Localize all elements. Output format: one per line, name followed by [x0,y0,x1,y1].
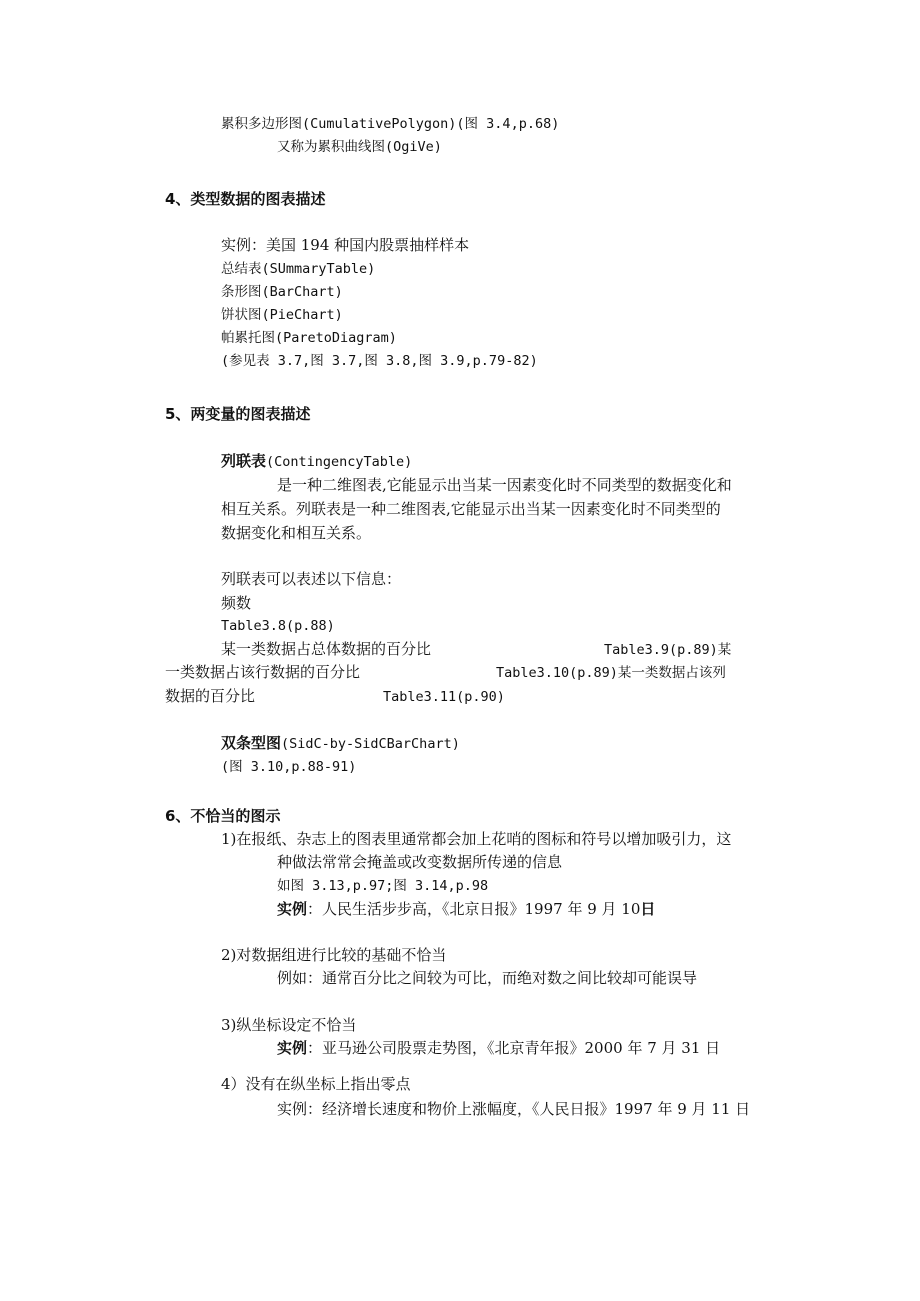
section-4-refs: (参见表 3.7,图 3.7,图 3.8,图 3.9,p.79-82) [221,353,538,369]
item-1-example-label: 实例 [277,900,308,918]
percent-col-text: 数据的百分比 [165,687,256,705]
contingency-info-intro: 列联表可以表述以下信息： [221,570,402,588]
item-1-example-text: ：人民生活步步高，《北京日报》1997 年 9 月 10 [307,900,641,918]
item-3-example [277,1038,720,1058]
contingency-para-line-1: 是一种二维图表,它能显示出当某一因素变化时不同类型的数据变化和 [277,476,732,494]
cumulative-polygon-line: 累积多边形图(CumulativePolygon)(图 3.4,p.68) [221,116,560,132]
item-1-ref: 如图 3.13,p.97;图 3.14,p.98 [277,878,489,894]
pie-chart-line: 饼状图(PieChart) [221,307,343,323]
side-by-side-label: 双条型图 [221,734,282,752]
item-2-text: 例如：通常百分比之间较为可比，而绝对数之间比较却可能误导 [277,969,698,987]
contingency-table-en: (ContingencyTable) [266,454,413,470]
item-1-example-day: 日 [640,900,656,918]
contingency-table-title [221,451,412,472]
section-4-example: 实例：美国 194 种国内股票抽样样本 [221,236,470,254]
summary-table-line: 总结表(SUmmaryTable) [221,261,376,277]
contingency-para-line-2: 相互关系。列联表是一种二维图表,它能显示出当某一因素变化时不同类型的 [221,500,721,518]
item-3-example-text: ：亚马逊公司股票走势图，《北京青年报》2000 年 7 月 31 日 [307,1039,721,1057]
side-by-side-en: (SidC-by-SidCBarChart) [281,736,460,752]
section-4-heading: 4、类型数据的图表描述 [165,190,326,208]
item-3-example-label: 实例 [277,1039,308,1057]
ogive-line: 又称为累积曲线图(OgiVe) [277,139,442,155]
table-3-9-ref: Table3.9(p.89)某 [604,642,732,658]
item-2-title: 2)对数据组进行比较的基础不恰当 [221,946,447,964]
item-4-text: 实例：经济增长速度和物价上涨幅度，《人民日报》1997 年 9 月 11 日 [277,1100,751,1118]
item-1-line-1: 1)在报纸、杂志上的图表里通常都会加上花哨的图标和符号以增加吸引力，这 [221,830,732,848]
bar-chart-line: 条形图(BarChart) [221,284,343,300]
section-6-heading: 6、不恰当的图示 [165,807,281,825]
item-1-example [277,899,655,919]
item-4-title: 4）没有在纵坐标上指出零点 [221,1075,411,1093]
table-3-8-ref: Table3.8(p.88) [221,618,335,634]
contingency-para-line-3: 数据变化和相互关系。 [221,524,372,542]
table-3-11-ref: Table3.11(p.90) [383,689,505,705]
percent-total-text: 某一类数据占总体数据的百分比 [221,640,432,658]
pareto-line: 帕累托图(ParetoDiagram) [221,330,397,346]
table-3-10-ref: Table3.10(p.89)某一类数据占该列 [496,665,726,681]
percent-row-text: 一类数据占该行数据的百分比 [165,663,361,681]
side-by-side-title [221,733,460,754]
section-5-heading: 5、两变量的图表描述 [165,405,311,423]
side-by-side-ref: (图 3.10,p.88-91) [221,759,357,775]
item-3-title: 3)纵坐标设定不恰当 [221,1016,357,1034]
item-1-line-2: 种做法常常会掩盖或改变数据所传递的信息 [277,853,563,871]
contingency-table-label: 列联表 [221,452,267,470]
frequency-label: 频数 [221,594,252,612]
